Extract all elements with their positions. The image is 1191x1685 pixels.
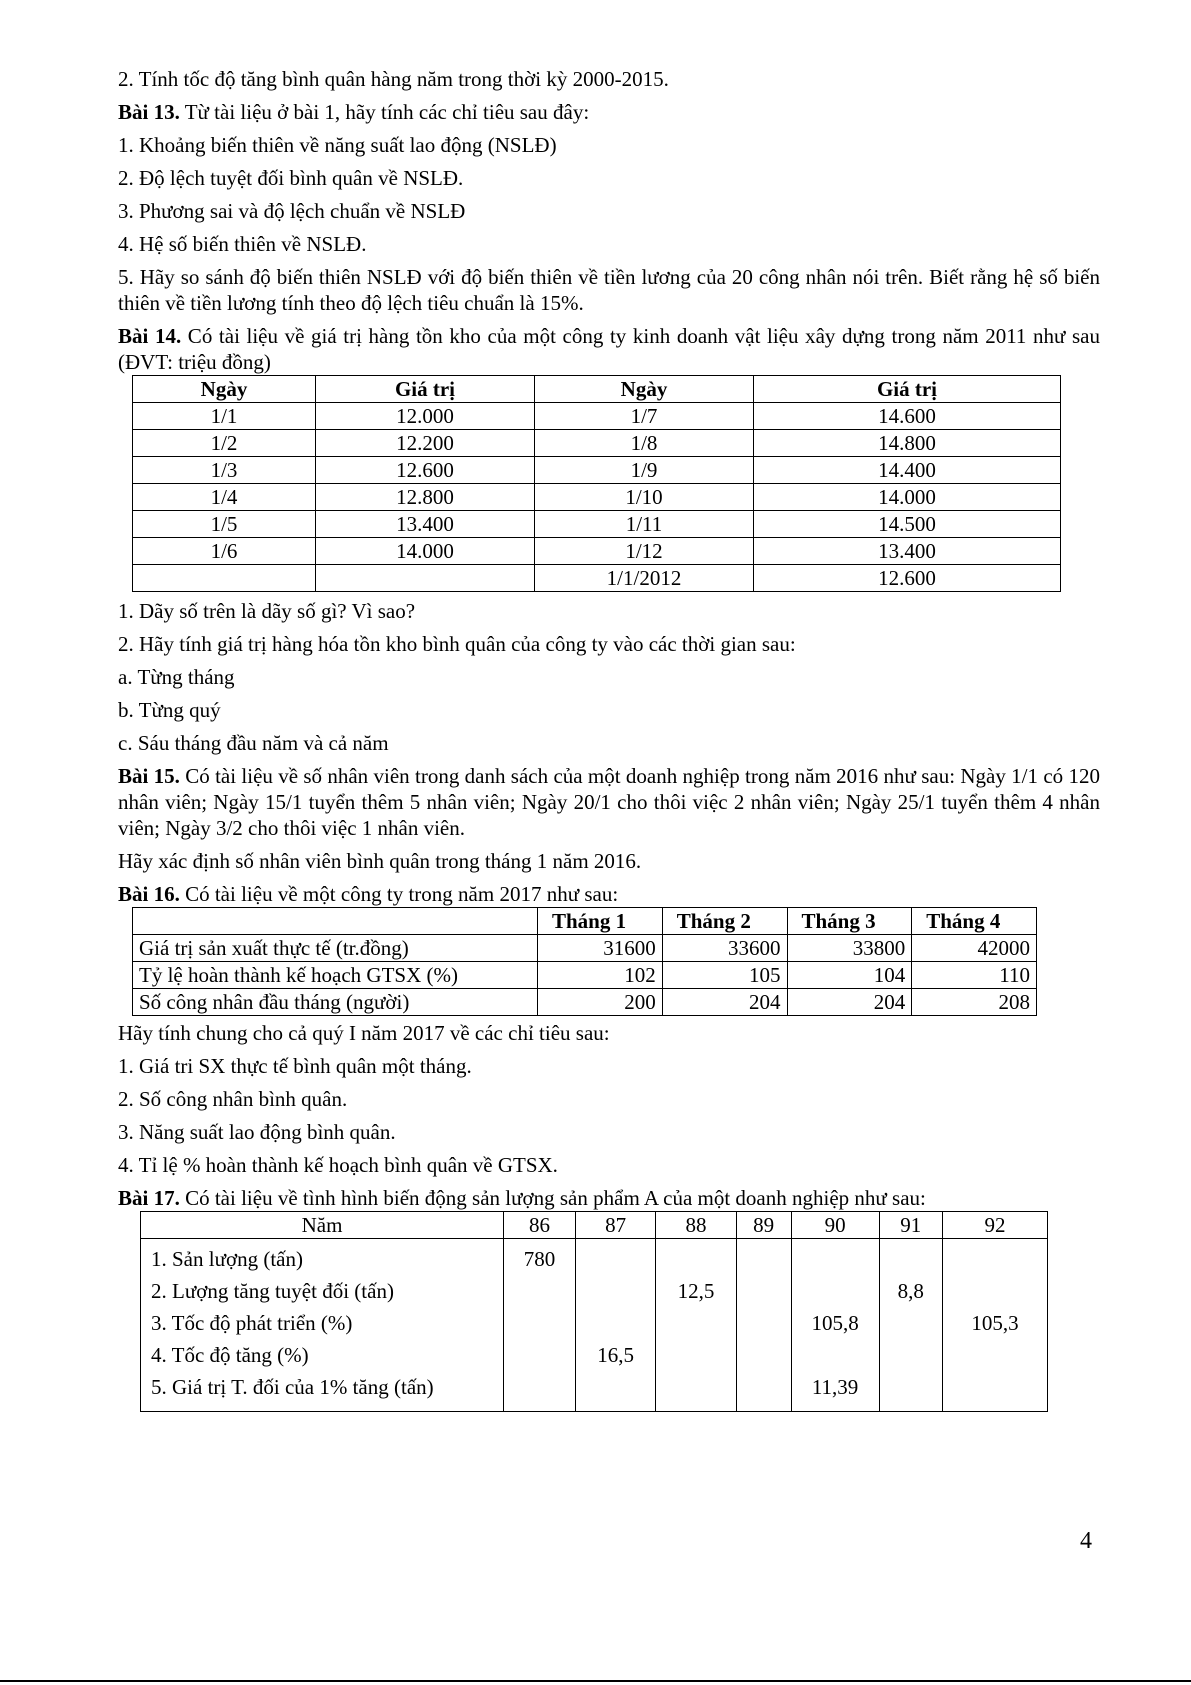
bai14-label: Bài 14. — [118, 324, 182, 348]
year-column-88 — [656, 1239, 736, 1412]
table-cell: 208 — [912, 989, 1037, 1016]
row-label: 5. Giá trị T. đối của 1% tăng (tấn) — [151, 1375, 434, 1399]
bai16-heading — [118, 881, 1100, 907]
bai15-label: Bài 15. — [118, 764, 180, 788]
bai16-item: 2. Số công nhân bình quân. — [118, 1087, 348, 1111]
year-column-86 — [504, 1239, 576, 1412]
bai15-heading — [118, 763, 1100, 841]
page-number: 4 — [1080, 1528, 1092, 1554]
table-cell — [949, 1339, 1041, 1371]
table-cell: 13.400 — [316, 511, 535, 538]
table-cell: 12.600 — [316, 457, 535, 484]
column-header: Tháng 4 — [912, 908, 1037, 935]
bai13-item: 5. Hãy so sánh độ biến thiên NSLĐ với độ biến thiên về tiền lương của 20 công nhân nói trên. Biết rằng hệ số biến thiên về tiền lương tính theo độ lệch tiêu chuẩn là 15%. — [118, 265, 1100, 315]
year-column-90 — [791, 1239, 879, 1412]
table-cell: 31600 — [538, 935, 663, 962]
bai13-text: Từ tài liệu ở bài 1, hãy tính các chỉ tiêu sau đây: — [179, 100, 590, 124]
table-cell: 1/4 — [133, 484, 316, 511]
table-cell — [743, 1307, 785, 1339]
table-cell — [743, 1275, 785, 1307]
table-header-row — [133, 908, 1037, 935]
table-cell: 13.400 — [754, 538, 1061, 565]
table-row — [133, 430, 1061, 457]
table-cell — [582, 1307, 649, 1339]
table-cell: 1/2 — [133, 430, 316, 457]
table-cell: 16,5 — [597, 1343, 634, 1367]
row-label: 1. Sản lượng (tấn) — [151, 1247, 303, 1271]
row-label: Số công nhân đầu tháng (người) — [133, 989, 538, 1016]
table-row — [133, 989, 1037, 1016]
inventory-table — [132, 375, 1061, 592]
row-label: 2. Lượng tăng tuyệt đối (tấn) — [151, 1279, 394, 1303]
table-cell — [510, 1339, 569, 1371]
table-row — [133, 538, 1061, 565]
year-column-91 — [879, 1239, 942, 1412]
table-cell: 780 — [523, 1247, 556, 1271]
table-cell — [743, 1243, 785, 1275]
bai14-item: 2. Hãy tính giá trị hàng hóa tồn kho bình quân của công ty vào các thời gian sau: — [118, 632, 796, 656]
table-cell: 14.000 — [754, 484, 1061, 511]
table-cell: 14.400 — [754, 457, 1061, 484]
table-row — [133, 935, 1037, 962]
table-cell: 8,8 — [897, 1279, 924, 1303]
output-table — [140, 1211, 1048, 1412]
table-cell: 102 — [538, 962, 663, 989]
table-cell — [510, 1371, 569, 1403]
bai15-question: Hãy xác định số nhân viên bình quân trong tháng 1 năm 2016. — [118, 849, 642, 873]
table-cell — [798, 1243, 873, 1275]
table-cell: 1/9 — [535, 457, 754, 484]
table-cell: 1/12 — [535, 538, 754, 565]
table-cell: 104 — [787, 962, 912, 989]
table-cell — [662, 1243, 729, 1275]
table-cell: 1/1 — [133, 403, 316, 430]
year-header: 91 — [879, 1212, 942, 1239]
table-cell: 12.600 — [754, 565, 1061, 592]
table-row — [141, 1239, 1048, 1412]
table-cell: 12.000 — [316, 403, 535, 430]
bai14-item: a. Từng tháng — [118, 665, 235, 689]
table-row — [133, 403, 1061, 430]
table-row — [133, 565, 1061, 592]
year-column-92 — [943, 1239, 1048, 1412]
table-cell: 33800 — [787, 935, 912, 962]
table-cell — [886, 1243, 936, 1275]
table-cell: 1/8 — [535, 430, 754, 457]
bai17-text: Có tài liệu về tình hình biến động sản lượng sản phẩm A của một doanh nghiệp như sau: — [179, 1186, 926, 1210]
table-header-row — [141, 1212, 1048, 1239]
bai16-text: Có tài liệu về một công ty trong năm 2017 như sau: — [179, 882, 619, 906]
table-cell: 1/7 — [535, 403, 754, 430]
table-cell: 12.800 — [316, 484, 535, 511]
year-header: 88 — [656, 1212, 736, 1239]
bai14-item: 1. Dãy số trên là dãy số gì? Vì sao? — [118, 599, 416, 623]
table-cell: 204 — [787, 989, 912, 1016]
table-cell — [510, 1307, 569, 1339]
table-cell — [886, 1371, 936, 1403]
intro-line: 2. Tính tốc độ tăng bình quân hàng năm trong thời kỳ 2000-2015. — [118, 67, 669, 91]
table-cell: 110 — [912, 962, 1037, 989]
column-header: Năm — [141, 1212, 504, 1239]
table-cell — [582, 1371, 649, 1403]
table-header-row — [133, 376, 1061, 403]
bai13-item: 3. Phương sai và độ lệch chuẩn về NSLĐ — [118, 199, 466, 223]
company-table — [132, 907, 1037, 1016]
table-cell — [582, 1243, 649, 1275]
bai15-text: Có tài liệu về số nhân viên trong danh sách của một doanh nghiệp trong năm 2016 như sau: Ngày 1/1 có 120 nhân viên; Ngày 15/1 tuyển thêm 5 nhân viên; Ngày 20/1 cho thôi việc 2 nhân viên; Ngày 25/1 tuyển thêm 4 nhân viên; Ngày 3/2 cho thôi việc 1 nhân viên. — [118, 764, 1100, 840]
table-cell — [662, 1307, 729, 1339]
table-cell: 1/6 — [133, 538, 316, 565]
table-cell: 42000 — [912, 935, 1037, 962]
table-cell: 1/1/2012 — [535, 565, 754, 592]
table-cell: 14.000 — [316, 538, 535, 565]
table-cell: 1/10 — [535, 484, 754, 511]
table-cell: 204 — [662, 989, 787, 1016]
bai14-heading — [118, 323, 1100, 375]
column-header: Tháng 3 — [787, 908, 912, 935]
bai13-item: 1. Khoảng biến thiên về năng suất lao động (NSLĐ) — [118, 133, 557, 157]
column-header — [133, 908, 538, 935]
bai13-heading — [118, 99, 1100, 125]
table-cell: 12,5 — [677, 1279, 715, 1303]
table-cell — [886, 1307, 936, 1339]
table-cell: 14.600 — [754, 403, 1061, 430]
bai13-item: 2. Độ lệch tuyệt đối bình quân về NSLĐ. — [118, 166, 464, 190]
table-cell: 1/11 — [535, 511, 754, 538]
row-labels-cell — [141, 1239, 504, 1412]
bai16-item: 4. Tỉ lệ % hoàn thành kế hoạch bình quân về GTSX. — [118, 1153, 558, 1177]
table-row — [133, 457, 1061, 484]
bai17-heading — [118, 1185, 1100, 1211]
table-cell — [743, 1371, 785, 1403]
table-cell: 11,39 — [811, 1375, 859, 1399]
bai16-label: Bài 16. — [118, 882, 180, 906]
bai16-item: 3. Năng suất lao động bình quân. — [118, 1120, 396, 1144]
year-header: 86 — [504, 1212, 576, 1239]
table-cell — [949, 1371, 1041, 1403]
bai13-label: Bài 13. — [118, 100, 180, 124]
table-cell — [798, 1275, 873, 1307]
bai14-item: b. Từng quý — [118, 698, 221, 722]
column-header: Ngày — [535, 376, 754, 403]
year-header: 92 — [943, 1212, 1048, 1239]
table-cell: 1/5 — [133, 511, 316, 538]
column-header: Ngày — [133, 376, 316, 403]
column-header: Giá trị — [316, 376, 535, 403]
year-header: 90 — [791, 1212, 879, 1239]
table-cell: 33600 — [662, 935, 787, 962]
table-cell — [743, 1339, 785, 1371]
column-header: Tháng 2 — [662, 908, 787, 935]
table-cell — [662, 1371, 729, 1403]
table-cell: 14.500 — [754, 511, 1061, 538]
row-label: 4. Tốc độ tăng (%) — [151, 1343, 309, 1367]
page-bottom-rule — [0, 1680, 1191, 1682]
table-cell — [662, 1339, 729, 1371]
table-cell — [949, 1275, 1041, 1307]
table-cell: 200 — [538, 989, 663, 1016]
column-header: Tháng 1 — [538, 908, 663, 935]
row-label: 3. Tốc độ phát triển (%) — [151, 1311, 353, 1335]
bai16-item: 1. Giá tri SX thực tế bình quân một tháng. — [118, 1054, 472, 1078]
table-row — [133, 484, 1061, 511]
bai17-label: Bài 17. — [118, 1186, 180, 1210]
year-header: 89 — [736, 1212, 791, 1239]
bai14-item: c. Sáu tháng đầu năm và cả năm — [118, 731, 389, 755]
year-column-89 — [736, 1239, 791, 1412]
table-row — [133, 962, 1037, 989]
bai13-item: 4. Hệ số biến thiên về NSLĐ. — [118, 232, 367, 256]
table-cell: 105,8 — [811, 1311, 859, 1335]
table-cell: 14.800 — [754, 430, 1061, 457]
table-cell — [133, 565, 316, 592]
table-cell — [886, 1339, 936, 1371]
document-page — [118, 66, 1100, 1412]
table-cell: 1/3 — [133, 457, 316, 484]
table-cell: 12.200 — [316, 430, 535, 457]
bai16-question: Hãy tính chung cho cả quý I năm 2017 về các chỉ tiêu sau: — [118, 1021, 610, 1045]
bai14-text: Có tài liệu về giá trị hàng tồn kho của một công ty kinh doanh vật liệu xây dựng trong năm 2011 như sau (ĐVT: triệu đồng) — [118, 324, 1101, 374]
row-label: Giá trị sản xuất thực tế (tr.đồng) — [133, 935, 538, 962]
table-cell: 105,3 — [971, 1311, 1019, 1335]
table-row — [133, 511, 1061, 538]
table-cell: 105 — [662, 962, 787, 989]
column-header: Giá trị — [754, 376, 1061, 403]
table-cell — [949, 1243, 1041, 1275]
table-cell — [582, 1275, 649, 1307]
year-header: 87 — [575, 1212, 655, 1239]
year-column-87 — [575, 1239, 655, 1412]
table-cell — [798, 1339, 873, 1371]
table-cell — [316, 565, 535, 592]
row-label: Tỷ lệ hoàn thành kế hoạch GTSX (%) — [133, 962, 538, 989]
table-cell — [510, 1275, 569, 1307]
